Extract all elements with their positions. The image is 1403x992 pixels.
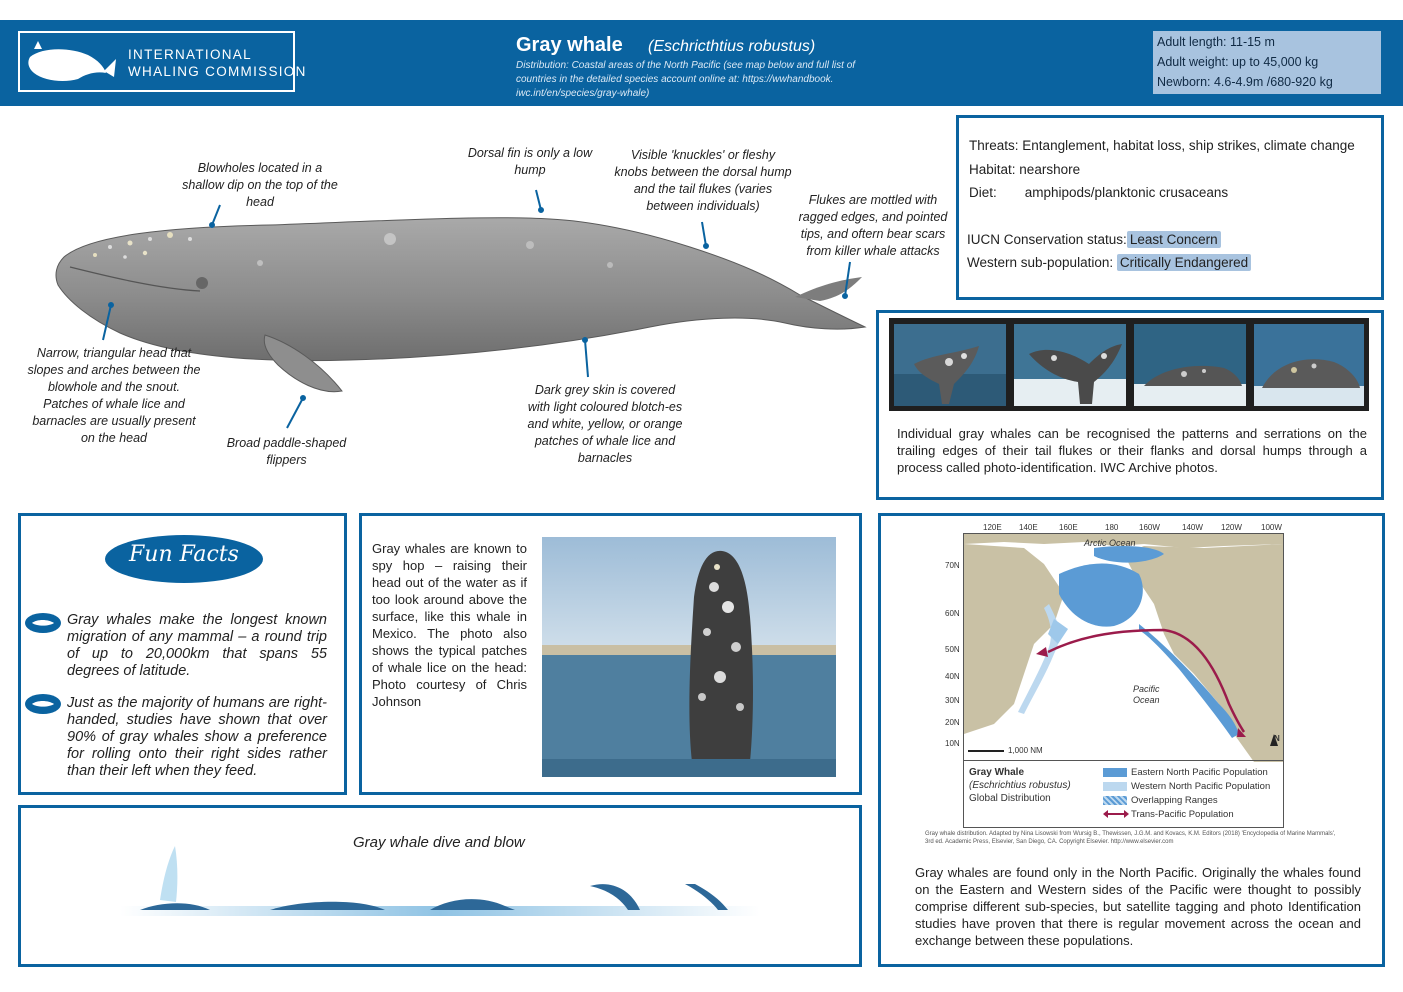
map-tick-180: 180 bbox=[1105, 523, 1119, 532]
map-lat-50n: 50N bbox=[945, 645, 960, 654]
map-pacific-label-2: Ocean bbox=[1133, 695, 1160, 705]
legend-swatch-western bbox=[1103, 782, 1127, 791]
logo-line2: WHALING COMMISSION bbox=[128, 64, 307, 79]
threats-value: Entanglement, habitat loss, ship strikes, climate change bbox=[1022, 138, 1355, 153]
fun-facts-title: Fun Facts bbox=[129, 542, 239, 567]
map-pacific-label-1: Pacific bbox=[1133, 684, 1160, 694]
map-tick-160e: 160E bbox=[1059, 523, 1078, 532]
map-tick-120e: 120E bbox=[983, 523, 1002, 532]
iucn-row bbox=[967, 232, 1221, 247]
threats-label: Threats: bbox=[969, 138, 1019, 153]
spy-hop-text: Gray whales are known to spy hop – raising their head out of the water as if too look around above the surface, like this whale in Mexico. The photo also shows the typical patches of whale lice on the head: Photo courtesy of Chris Johnson bbox=[372, 541, 527, 709]
flank-photo-2[interactable] bbox=[1254, 324, 1364, 406]
habitat-label: Habitat: bbox=[969, 162, 1016, 177]
note-flukes: Flukes are mottled with ragged edges, and pointed tips, and oftern bear scars from killer whale attacks bbox=[798, 193, 948, 258]
map-lat-30n: 30N bbox=[945, 696, 960, 705]
map-lat-10n: 10N bbox=[945, 739, 960, 748]
size-length: Adult length: 11-15 m bbox=[1157, 35, 1275, 49]
legend-eastern: Eastern North Pacific Population bbox=[1131, 767, 1268, 778]
map-lat-60n: 60N bbox=[945, 609, 960, 618]
map-arctic-label: Arctic Ocean bbox=[1084, 538, 1136, 548]
legend-transpacific: Trans-Pacific Population bbox=[1131, 809, 1234, 820]
note-head: Narrow, triangular head that slopes and arches between the blowhole and the snout. Patches of whale lice and barnacles are usually present on the head bbox=[27, 346, 201, 445]
spy-hop-photo[interactable] bbox=[542, 537, 836, 777]
note-knuckles: Visible 'knuckles' or fleshy knobs between the dorsal hump and the tail flukes (varies between individuals) bbox=[614, 148, 792, 213]
iucn-status-badge: Least Concern bbox=[1127, 231, 1221, 248]
fun-fact-2: Just as the majority of humans are right-handed, studies have shown that over 90% of gray whales show a preference for rolling onto their right sides rather than their left when they feed. bbox=[67, 695, 327, 779]
map-scale-bar bbox=[968, 750, 1004, 752]
legend-swatch-eastern bbox=[1103, 768, 1127, 777]
fluke-photo-2[interactable] bbox=[1014, 324, 1126, 406]
legend-swatch-overlap bbox=[1103, 796, 1127, 805]
map-scale-label: 1,000 NM bbox=[1008, 746, 1043, 755]
map-legend-divider bbox=[963, 760, 1284, 761]
iucn-label: IUCN Conservation status: bbox=[967, 232, 1127, 247]
western-status-badge: Critically Endangered bbox=[1117, 254, 1251, 271]
legend-title: Gray Whale bbox=[969, 767, 1025, 778]
map-credit: Gray whale distribution. Adapted by Nina Lisowski from Wursig B., Thewissen, J.G.M. and Kovacs, K.M. Editors (2018) 'Encyclopedia of Marine Mammals', 3rd ed. Academic Press, Elsevier, San Diego, CA. Copyright Elsevier. http://www.elsevier.com bbox=[925, 831, 1336, 845]
legend-transpacific-arrow-icon bbox=[1103, 809, 1129, 819]
page-title: Gray whale bbox=[516, 34, 623, 56]
dive-illustration bbox=[120, 840, 760, 930]
map-tick-160w: 160W bbox=[1139, 523, 1160, 532]
threats-row bbox=[969, 138, 1355, 153]
map-tick-140w: 140W bbox=[1182, 523, 1203, 532]
diet-row bbox=[969, 185, 1228, 200]
legend-western: Western North Pacific Population bbox=[1131, 781, 1271, 792]
map-tick-140e: 140E bbox=[1019, 523, 1038, 532]
diet-label: Diet: bbox=[969, 185, 997, 200]
size-weight: Adult weight: up to 45,000 kg bbox=[1157, 55, 1319, 69]
size-newborn: Newborn: 4.6-4.9m /680-920 kg bbox=[1157, 75, 1333, 89]
north-arrow-label: N bbox=[1274, 734, 1280, 743]
western-row bbox=[967, 255, 1251, 270]
map-lat-40n: 40N bbox=[945, 672, 960, 681]
fluke-photo-1[interactable] bbox=[894, 324, 1006, 406]
note-skin: Dark grey skin is covered with light coloured blotch-es and white, yellow, or orange patches of whale lice and barnacles bbox=[527, 383, 683, 465]
logo-line1: INTERNATIONAL bbox=[128, 47, 252, 62]
map-caption: Gray whales are found only in the North Pacific. Originally the whales found on the Eastern and Western sides of the Pacific were thought to possibly comprise different sub-species, but satellite tagging and photo Identification studies have proven that there is regular movement across the ocean and exchange between these populations. bbox=[915, 865, 1361, 948]
note-blowholes: Blowholes located in a shallow dip on the top of the head bbox=[182, 161, 338, 209]
western-label: Western sub-population: bbox=[967, 255, 1114, 270]
habitat-row bbox=[969, 162, 1080, 177]
dive-title: Gray whale dive and blow bbox=[353, 834, 525, 851]
diet-value: amphipods/planktonic crusaceans bbox=[1024, 185, 1229, 200]
legend-sub: Global Distribution bbox=[969, 793, 1051, 804]
map-lat-20n: 20N bbox=[945, 718, 960, 727]
map-tick-120w: 120W bbox=[1221, 523, 1242, 532]
note-dorsal: Dorsal fin is only a low hump bbox=[467, 146, 593, 177]
flank-photo-1[interactable] bbox=[1134, 324, 1246, 406]
map-lat-70n: 70N bbox=[945, 561, 960, 570]
whale-bullet-icon bbox=[24, 693, 62, 715]
whale-bullet-icon bbox=[24, 612, 62, 634]
legend-sci: (Eschrichtius robustus) bbox=[969, 780, 1071, 791]
fun-fact-1: Gray whales make the longest known migration of any mammal – a round trip of up to 20,000km that spans 55 degrees of latitude. bbox=[67, 612, 327, 679]
scientific-name: (Eschricthtius robustus) bbox=[648, 38, 816, 55]
map-tick-100w: 100W bbox=[1261, 523, 1282, 532]
photo-id-caption: Individual gray whales can be recognised the patterns and serrations on the trailing edges of their tail flukes or their flanks and dorsal humps through a process called photo-identification. IWC Archive photos. bbox=[897, 426, 1367, 475]
map-graphic bbox=[964, 534, 1283, 762]
distribution-text: Distribution: Coastal areas of the North Pacific (see map below and full list of countries in the detailed species account online at: https://wwhandbook. iwc.int/en/species/gray-whale) bbox=[516, 60, 856, 99]
habitat-value: nearshore bbox=[1019, 162, 1081, 177]
legend-overlap: Overlapping Ranges bbox=[1131, 795, 1218, 806]
note-flippers: Broad paddle-shaped flippers bbox=[226, 436, 347, 467]
